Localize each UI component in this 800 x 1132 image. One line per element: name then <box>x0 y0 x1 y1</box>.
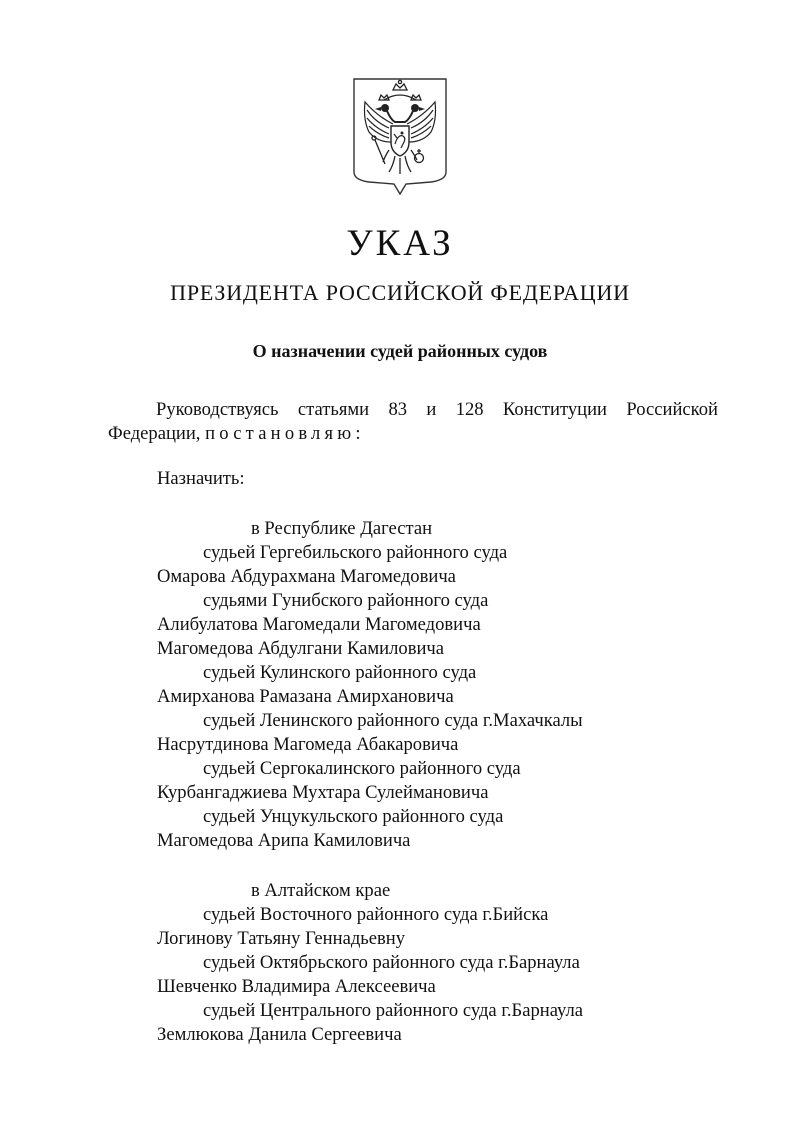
court-name: судьей Сергокалинского районного суда <box>203 758 521 779</box>
judge-name: Алибулатова Магомедали Магомедовича <box>157 614 481 635</box>
judge-name: Землюкова Данила Сергеевича <box>157 1024 402 1045</box>
court-name: судьями Гунибского районного суда <box>203 590 489 611</box>
judge-name: Амирханова Рамазана Амирхановича <box>157 686 454 707</box>
preamble-line-2-start: Федерации, <box>108 423 206 444</box>
court-name: судьей Ленинского районного суда г.Махачкалы <box>203 710 583 731</box>
appoint-label: Назначить: <box>157 468 245 489</box>
region-heading: в Алтайском крае <box>251 880 391 901</box>
judge-name: Магомедова Арипа Камиловича <box>157 830 411 851</box>
preamble <box>108 398 718 446</box>
court-name: судьей Кулинского районного суда <box>203 662 477 683</box>
judge-name: Курбангаджиева Мухтара Сулеймановича <box>157 782 489 803</box>
decree-subject: О назначении судей районных судов <box>252 341 548 361</box>
court-name: судьей Гергебильского районного суда <box>203 542 508 563</box>
court-name: судьей Восточного районного суда г.Бийска <box>203 904 549 925</box>
coat-of-arms-icon <box>351 76 449 196</box>
document-title: УКАЗ <box>346 223 454 264</box>
court-name: судьей Октябрьского районного суда г.Барнаула <box>203 952 580 973</box>
judge-name: Насрутдинова Магомеда Абакаровича <box>157 734 459 755</box>
preamble-decree-word: постановляю: <box>205 423 365 444</box>
court-name: судьей Унцукульского районного суда <box>203 806 504 827</box>
judge-name: Шевченко Владимира Алексеевича <box>157 976 436 997</box>
document-subtitle: ПРЕЗИДЕНТА РОССИЙСКОЙ ФЕДЕРАЦИИ <box>170 280 630 305</box>
judge-name: Магомедова Абдулгани Камиловича <box>157 638 445 659</box>
preamble-line-1: Руководствуясь статьями 83 и 128 Конституции Российской <box>156 399 718 420</box>
court-name: судьей Центрального районного суда г.Барнаула <box>203 1000 584 1021</box>
judge-name: Омарова Абдурахмана Магомедовича <box>157 566 456 587</box>
region-heading: в Республике Дагестан <box>251 518 433 539</box>
judge-name: Логинову Татьяну Геннадьевну <box>157 928 406 949</box>
